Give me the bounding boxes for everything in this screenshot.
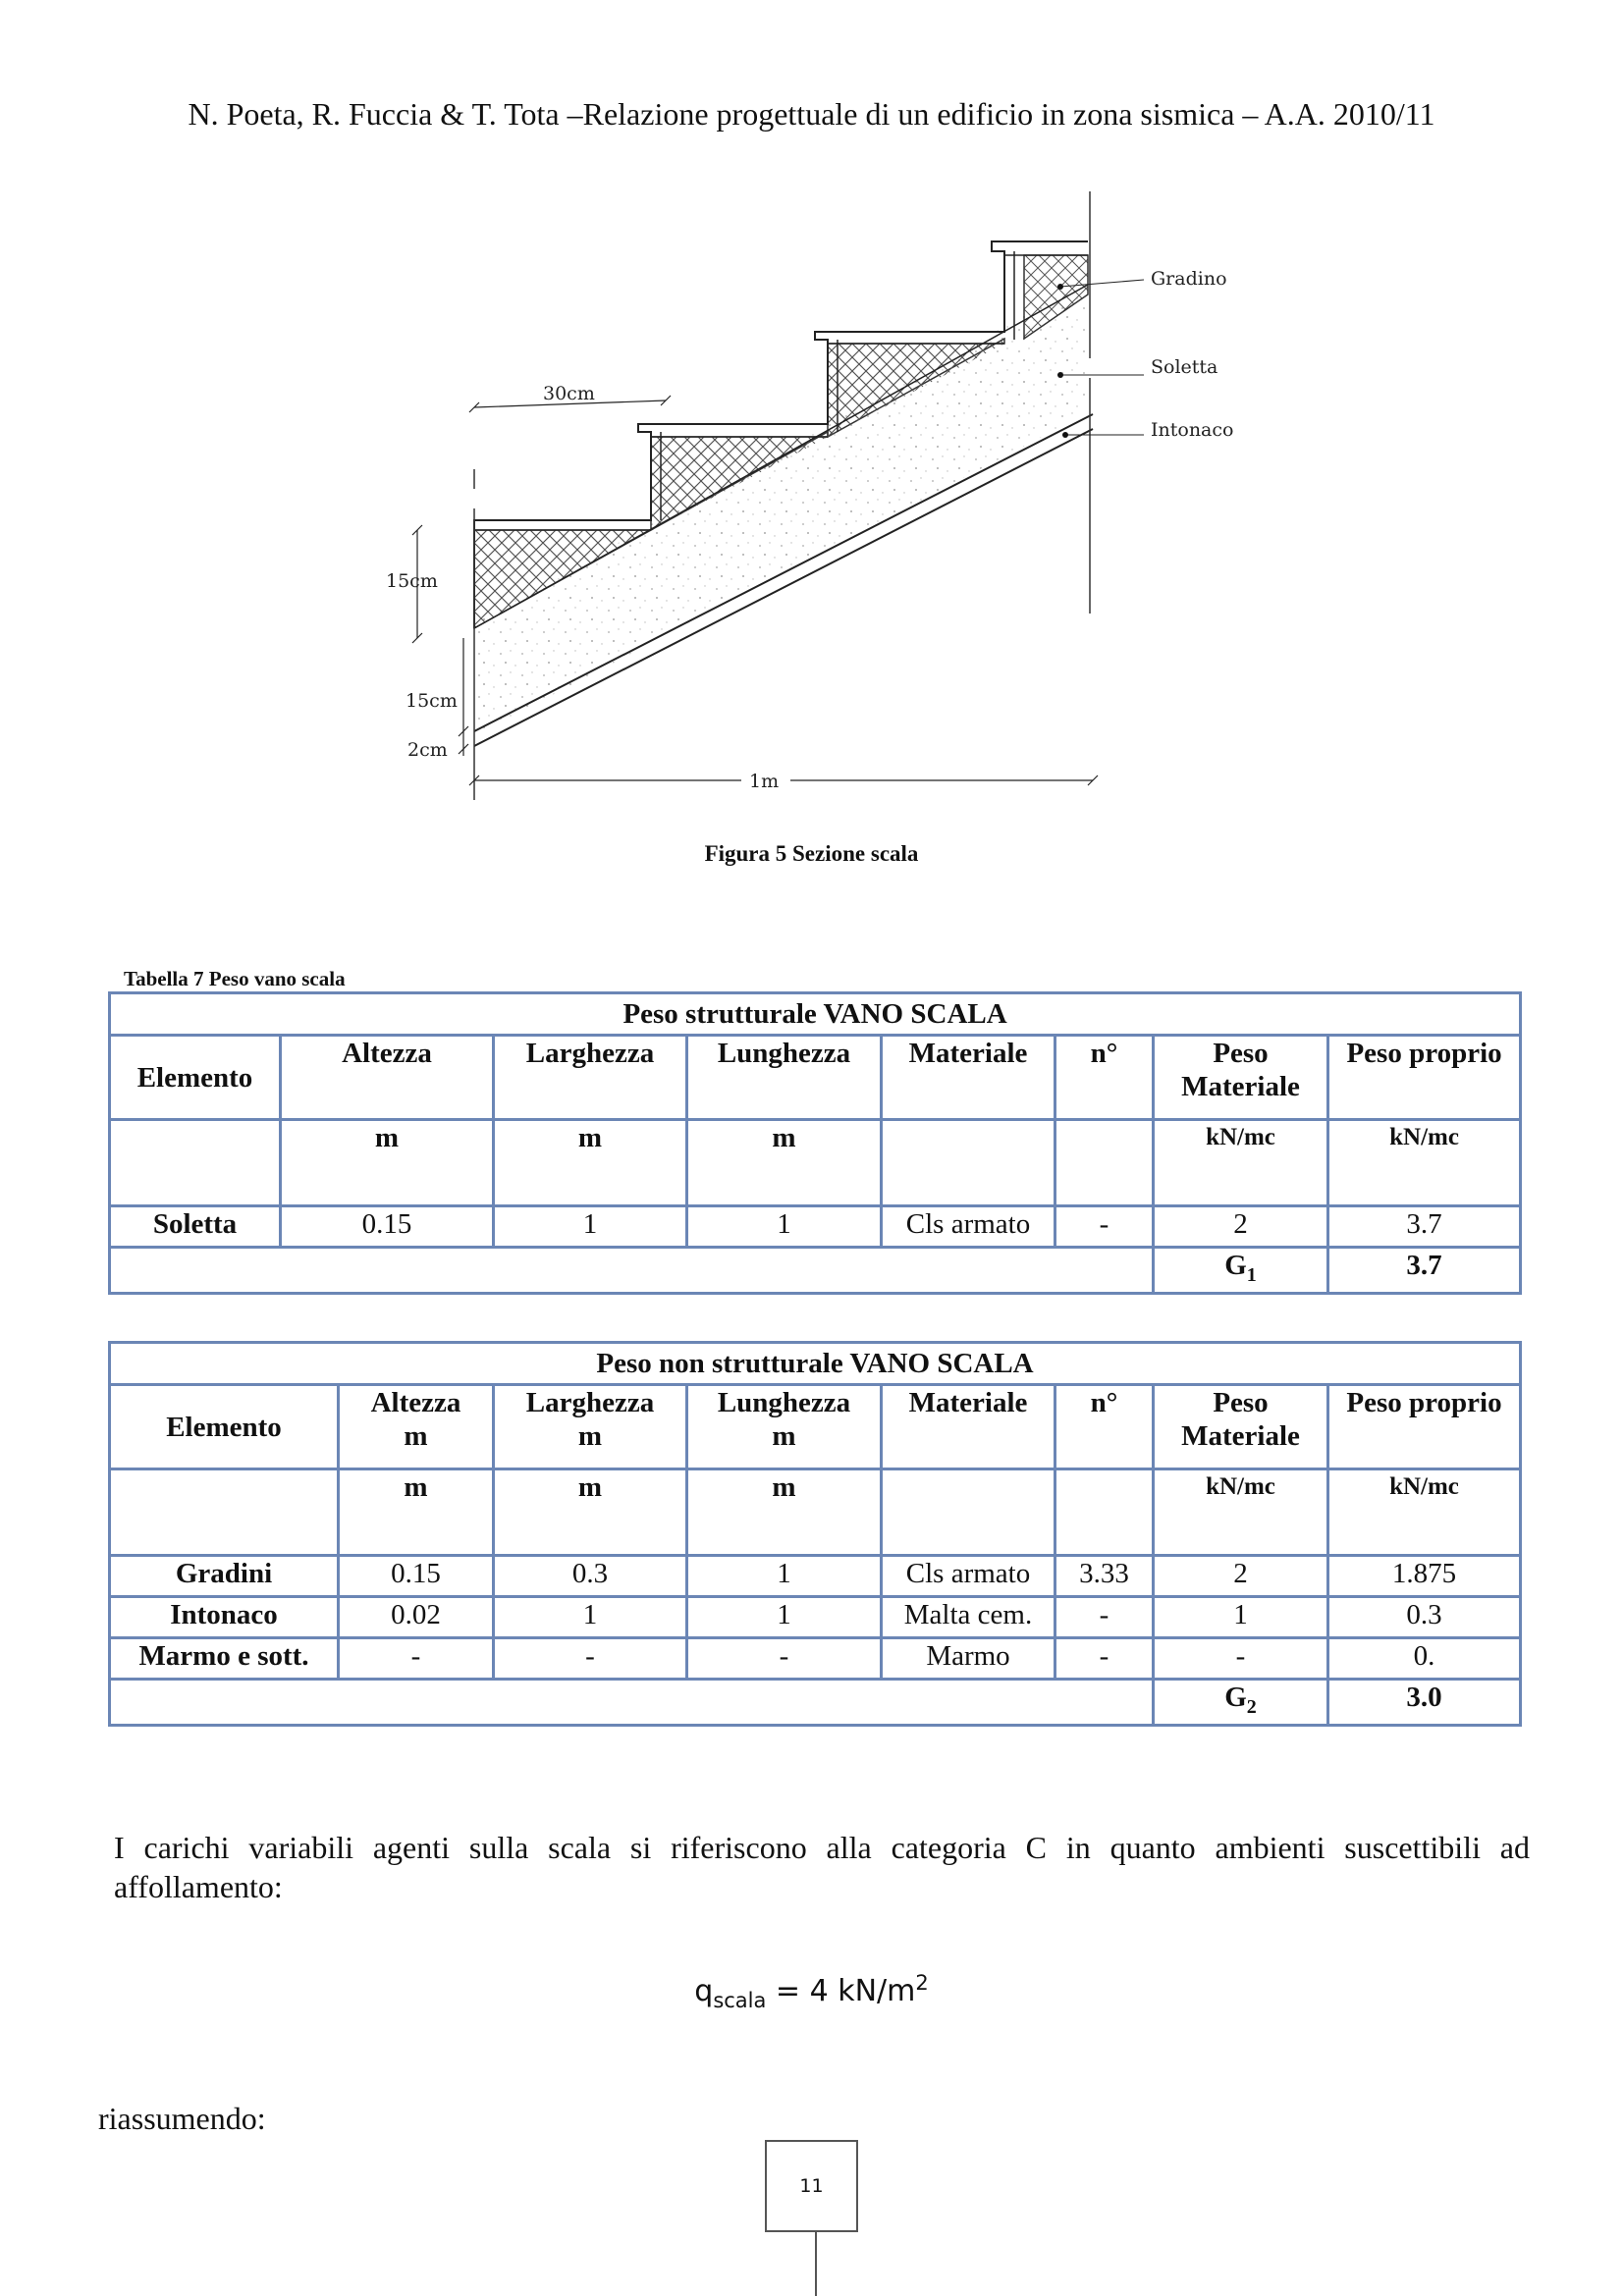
table1-header: Elemento — [110, 1036, 281, 1120]
table2-cell: Marmo e sott. — [110, 1638, 339, 1680]
soletta-slab — [474, 280, 1088, 736]
table2-cell: - — [1055, 1638, 1154, 1680]
table2-unit: m — [494, 1469, 687, 1556]
table1-cell: - — [1055, 1206, 1154, 1248]
table-caption: Tabella 7 Peso vano scala — [124, 967, 346, 990]
table1-unit: m — [687, 1120, 882, 1206]
dim-2cm: 2cm — [407, 739, 448, 761]
label-intonaco: Intonaco — [1151, 419, 1234, 441]
page-header: N. Poeta, R. Fuccia & T. Tota –Relazione progettuale di un edificio in zona sismica – A.A. 2010/11 — [188, 96, 1435, 132]
table2-header: Elemento — [110, 1385, 339, 1469]
dim-15cm-slab: 15cm — [406, 690, 458, 712]
table2-header: Peso proprio — [1328, 1385, 1521, 1469]
body-paragraph: I carichi variabili agenti sulla scala si riferiscono alla categoria C in quanto ambienti suscettibili ad affollamento: — [114, 1830, 1530, 1904]
formula: $q_{scala} = 4$ $kN/m^2$ — [694, 1971, 929, 2012]
table2-cell: 1.875 — [1328, 1556, 1521, 1597]
table2-cell: 3.33 — [1055, 1556, 1154, 1597]
table2-unit — [110, 1469, 339, 1556]
table1-total-value: 3.7 — [1328, 1248, 1521, 1294]
table2-cell: Intonaco — [110, 1597, 339, 1638]
table2-cell: - — [687, 1638, 882, 1680]
table1-cell: Soletta — [110, 1206, 281, 1248]
table1-cell: 0.15 — [281, 1206, 494, 1248]
table2-cell: Gradini — [110, 1556, 339, 1597]
table2-cell: 0.02 — [339, 1597, 494, 1638]
closing-text: riassumendo: — [98, 2101, 266, 2136]
structural-weight-table — [108, 991, 1522, 1295]
page-number-line — [815, 2232, 817, 2296]
table1-cell: 1 — [687, 1206, 882, 1248]
table2-title: Peso non strutturale VANO SCALA — [110, 1343, 1521, 1385]
label-soletta: Soletta — [1151, 356, 1218, 378]
table2-header: n° — [1055, 1385, 1154, 1469]
table2-cell: 0.15 — [339, 1556, 494, 1597]
table2-cell: 0. — [1328, 1638, 1521, 1680]
table2-cell: 2 — [1154, 1556, 1328, 1597]
table1-unit: m — [281, 1120, 494, 1206]
table2-cell: - — [494, 1638, 687, 1680]
table1-total-label: $G_1$ — [1154, 1248, 1328, 1294]
page-number: 11 — [765, 2140, 858, 2232]
table2-unit — [882, 1469, 1055, 1556]
table1-total-row — [110, 1248, 1521, 1294]
table2-cell: - — [1154, 1638, 1328, 1680]
table1-cell: Cls armato — [882, 1206, 1055, 1248]
table2-cell: 0.3 — [494, 1556, 687, 1597]
table1-unit — [1055, 1120, 1154, 1206]
table2-cell: - — [1055, 1597, 1154, 1638]
table1-cell: 1 — [494, 1206, 687, 1248]
table1-header: Lunghezza — [687, 1036, 882, 1120]
table2-cell: 1 — [1154, 1597, 1328, 1638]
table-row — [110, 1597, 1521, 1638]
table2-cell: 1 — [494, 1597, 687, 1638]
table2-header: Altezza m — [339, 1385, 494, 1469]
table1-header: n° — [1055, 1036, 1154, 1120]
dim-30cm: 30cm — [543, 383, 595, 404]
table2-cell: - — [339, 1638, 494, 1680]
table1-title: Peso strutturale VANO SCALA — [110, 993, 1521, 1036]
table2-header: Larghezza m — [494, 1385, 687, 1469]
table2-header: Peso Materiale — [1154, 1385, 1328, 1469]
table1-header: Materiale — [882, 1036, 1055, 1120]
dim-15cm-step: 15cm — [386, 570, 438, 592]
table1-header: Altezza — [281, 1036, 494, 1120]
table1-unit — [882, 1120, 1055, 1206]
table1-cell: 2 — [1154, 1206, 1328, 1248]
table2-unit: m — [687, 1469, 882, 1556]
table-row — [110, 1638, 1521, 1680]
figure-caption: Figura 5 Sezione scala — [704, 841, 919, 866]
table2-header: Materiale — [882, 1385, 1055, 1469]
table1-header: Peso proprio — [1328, 1036, 1521, 1120]
table1-unit: kN/mc — [1154, 1120, 1328, 1206]
table2-unit — [1055, 1469, 1154, 1556]
table1-cell: 3.7 — [1328, 1206, 1521, 1248]
table2-total-row — [110, 1680, 1521, 1726]
table2-cell: 1 — [687, 1556, 882, 1597]
table-row — [110, 1556, 1521, 1597]
table-row — [110, 1206, 1521, 1248]
table1-header: Peso Materiale — [1154, 1036, 1328, 1120]
stair-section-figure — [373, 187, 1257, 825]
label-gradino: Gradino — [1151, 268, 1227, 290]
table2-unit: kN/mc — [1328, 1469, 1521, 1556]
table2-cell: 0.3 — [1328, 1597, 1521, 1638]
table2-total-label: $G_2$ — [1154, 1680, 1328, 1726]
table1-unit: kN/mc — [1328, 1120, 1521, 1206]
table1-header: Larghezza — [494, 1036, 687, 1120]
dim-1m: 1m — [749, 771, 780, 792]
table2-cell: Malta cem. — [882, 1597, 1055, 1638]
table1-unit — [110, 1120, 281, 1206]
table2-unit: m — [339, 1469, 494, 1556]
table1-unit: m — [494, 1120, 687, 1206]
table2-cell: Marmo — [882, 1638, 1055, 1680]
table2-header: Lunghezza m — [687, 1385, 882, 1469]
table2-unit: kN/mc — [1154, 1469, 1328, 1556]
table2-cell: 1 — [687, 1597, 882, 1638]
table2-cell: Cls armato — [882, 1556, 1055, 1597]
table2-total-value: 3.0 — [1328, 1680, 1521, 1726]
non-structural-weight-table — [108, 1341, 1522, 1727]
